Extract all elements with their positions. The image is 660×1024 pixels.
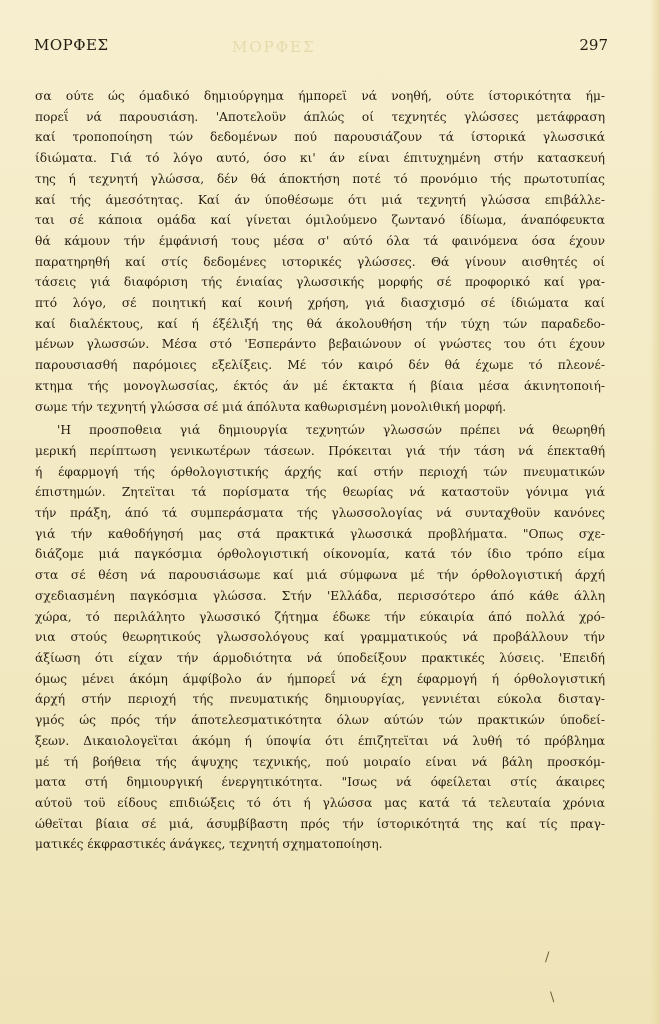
text-line: σχεδιασμένη παγκόσμια γλώσσα. Στήν 'Ελλάδα, περισσότερο άπό κάθε άλλη xyxy=(35,588,605,603)
page-number: 297 xyxy=(579,36,608,54)
text-line: χώρα, τό περιλάλητο γλωσσικό ζήτημα έδωκε τήν εύκαιρία άπό πολλά χρό- xyxy=(35,609,605,624)
text-line: καί τροποποίηση τών δεδομένων πού παρουσιάζουν τά ίστορικά γλωσσικά xyxy=(35,130,605,145)
text-line: διάζομε μιά παγκόσμια όρθολογιστική οίκονομία, κατά τόν ίδιο τρόπο είμα xyxy=(35,547,605,562)
text-line: γμός ώς πρός τήν άποτελεσματικότητα όλων αύτών τών πρακτικών ύποδεί- xyxy=(35,713,605,728)
text-line: παρατηρηθή καί στίς δεδομένες ιστορικές γλώσσες. Θά γίνουν αισθητές οί xyxy=(35,254,605,269)
text-line: όμως μένει άκόμη άμφίβολο άν ήμπορεΐ νά έχη έφαρμογή ή όρθολογιστική xyxy=(35,671,605,686)
text-line: καί τής άμεσότητας. Καί άν ύποθέσωμε ότι μιά τεχνητή γλώσσα επιβάλλε- xyxy=(35,192,605,207)
running-title: ΜΟΡΦΕΣ xyxy=(34,36,109,54)
text-line: άξίωση ότι είχαν τήν άρμοδιότητα νά ύποδείξουν πρακτικές λύσεις. 'Επειδή xyxy=(35,650,605,665)
page-edge-shadow xyxy=(650,0,660,1024)
text-line: ίδιώματα. Γιά τό λόγο αυτό, όσο κι' άν είναι έπιτυχημένη στήν κατασκευή xyxy=(35,151,605,166)
text-line: σα ούτε ώς όμαδικό δημιούργημα ήμπορεϊ νά νοηθή, ούτε ίστορικότητα ήμ- xyxy=(35,89,605,103)
text-line: μένων γλωσσών. Μέσα στό 'Εσπεράντο βεβαιώνουν οί γνώστες του ότι έχουν xyxy=(35,337,605,352)
text-line: γιά τήν καθοδήγησή μας στά πρακτικά γλωσσικά προβλήματα. "Οπως σχε- xyxy=(35,526,605,541)
text-line: ή έφαρμογή τής όρθολογιστικής άρχής καί στήν περιοχή τών πνευματικών xyxy=(35,464,605,479)
text-line: έπιστημών. Ζητεϊται τά πορίσματα τής θεωρίας νά καταστοϋν γόνιμα γιά xyxy=(35,485,605,500)
text-line: 'Η προσποθεια γιά δημιουργία τεχνητών γλωσσών πρέπει νά θεωρηθή xyxy=(57,423,605,438)
text-line: μερική περίπτωση γενικωτέρων τάσεων. Πρόκειται γιά τήν τάση νά έπεκταθή xyxy=(35,443,605,458)
text-line: τήν πράξη, άπό τά συμπεράσματα τής γλωσσολογίας νά συνταχθοϋν κανόνες xyxy=(35,506,605,521)
text-line: στα σέ θέση νά παρουσιάσωμε καί μιά σύμφωνα μέ τήν όρθολογιστική άρχή xyxy=(35,568,605,583)
text-line: ματα στή δημιουργική ένεργητικότητα. "Ισως νά όφείλεται στίς άκαιρες xyxy=(35,775,605,790)
text-line: νια στούς θεωρητικούς γλωσσολόγους καί γραμματικούς νά προβάλλουν τήν xyxy=(35,630,605,645)
text-line: καί διαλέκτους, καί ή έξέλιξή της θά άκολουθήση τήν τύχη τών παραδεδο- xyxy=(35,316,605,331)
text-line: ται σέ κάποια ομάδα καί γίνεται όμιλούμενο ζωντανό ίδίωμα, άναπόφευκτα xyxy=(35,213,605,228)
text-line: σωμε τήν τεχνητή γλώσσα σέ μιά άπόλυτα καθωρισμένη μονολιθική μορφή. xyxy=(35,399,507,414)
text-line: μέ τή βοήθεια τής άψυχης τεχνικής, πού μοιραίο είναι νά βάλη προσκόμ- xyxy=(35,754,605,769)
text-line: παρουσιασθή παρόμοιες εξελίξεις. Μέ τόν καιρό δέν θά έχωμε τό πλεονέ- xyxy=(35,358,605,373)
text-line: της ή τεχνητή γλώσσα, δέν θά άποκτήση ποτέ τό προνόμιο τής πρωτοτυπίας xyxy=(35,171,605,186)
text-line: ξεων. Δικαιολογεϊται άκόμη ή ύποψία ότι έπιζητεϊται νά λυθή τό πρόβλημα xyxy=(35,733,605,748)
text-line: κτημα τής μονογλωσσίας, έκτός άν μέ έκτακτα ή βίαια μέσα άκινητοποιή- xyxy=(35,378,605,393)
text-line: τάσεις γιά διαφόριση τής ένιαίας γλωσσικής μορφής σέ προφορικό καί γρα- xyxy=(35,275,605,290)
text-line: ματικές έκφραστικές άνάγκες, τεχνητή σχηματοποίηση. xyxy=(35,837,383,852)
body-text xyxy=(35,86,605,855)
margin-pencil-mark: / xyxy=(545,950,550,965)
running-header xyxy=(34,36,608,58)
text-line: αύτοϋ τοϋ είδους επιδιώξεις τό ότι ή γλώσσα μας κατά τά τελευταία χρόνια xyxy=(35,795,605,810)
text-line: πτό λόγο, σέ ποιητική καί κοινή χρήση, γιά διασχισμό σέ ίδιώματα καί xyxy=(35,296,605,311)
text-line: ώθεϊται βίαια σέ μιά, άσυμβίβαστη πρός τήν ίστορικότητά της καί τίς πραγ- xyxy=(35,816,605,831)
margin-pencil-mark: \ xyxy=(550,990,555,1005)
text-line: θά κάμουν τήν έμφάνισή τους μέσα σ' αύτό όλα τά φαινόμενα όσα έχουν xyxy=(35,233,605,248)
stamp-watermark: ΜΟΡΦΕΣ xyxy=(232,38,316,56)
text-line: πορεΐ νά παρουσιάση. 'Αποτελοϋν άπλώς οί τεχνητές γλώσσες μετάφραση xyxy=(35,109,605,124)
text-line: άρχή στήν περιοχή τής πνευματικής δημιουργίας, γεννιέται εύκολα δισταγ- xyxy=(35,692,605,707)
